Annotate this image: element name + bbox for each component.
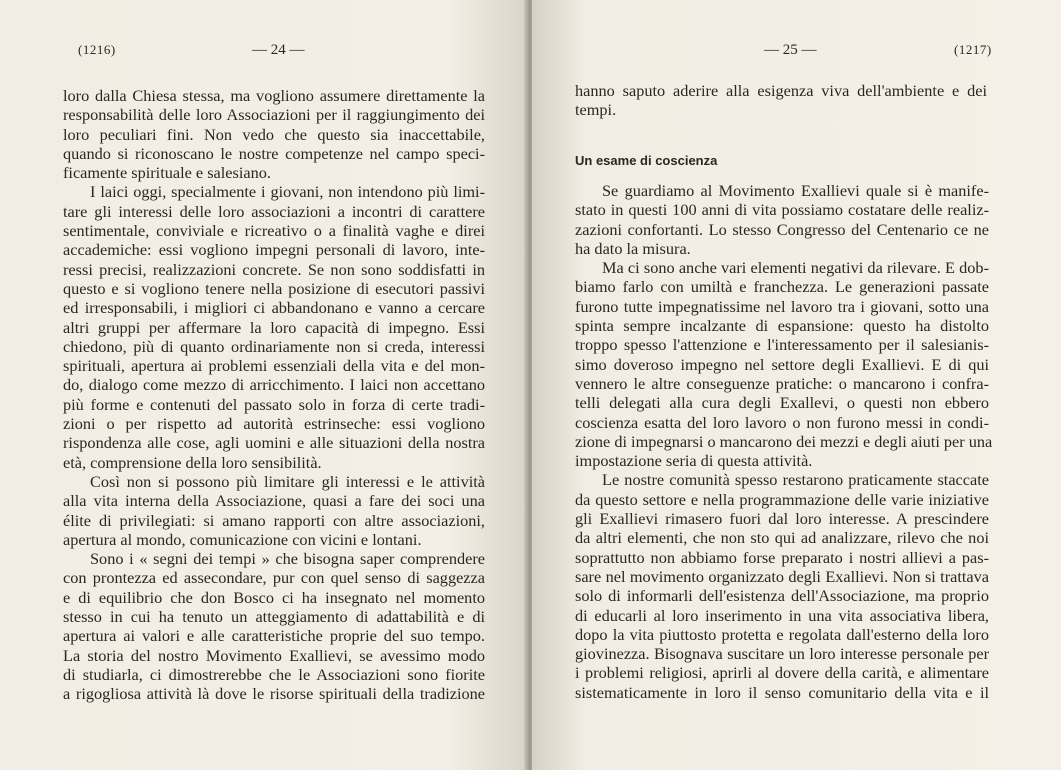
text-line: con prontezza ed assecondare, pur con quel senso di saggezza xyxy=(63,568,485,588)
text-line: giovinezza. Bisognava suscitare un loro interesse personale per xyxy=(575,644,989,664)
section-heading: Un esame di coscienza xyxy=(575,153,718,168)
text-line: hanno saputo aderire alla esigenza viva dell'ambiente e dei xyxy=(575,81,987,100)
text-line: zione di impegnarsi o mancarono dei mezzi e degli aiuti per una xyxy=(575,431,993,451)
text-line: ed irresponsabili, i migliori ci abbandonano e vanno a cercare xyxy=(63,298,485,318)
text-line: Così non si possono più limitare gli interessi e le attività xyxy=(90,471,485,491)
right-page xyxy=(532,0,1061,770)
text-line: da altri elementi, che non sto qui ad analizzare, rilevo che noi xyxy=(575,528,989,548)
text-line: Sono i « segni dei tempi » che bisogna saper comprendere xyxy=(90,549,485,569)
text-line: altri gruppi per affermare la loro capacità di impegno. Essi xyxy=(63,317,485,337)
text-line: Ma ci sono anche vari elementi negativi da rilevare. E dob- xyxy=(602,258,989,278)
text-line: troppo spesso l'attenzione e l'interessamento per il salesianis- xyxy=(575,335,989,355)
text-line: sare nel movimento organizzato degli Exallievi. Non si trattava xyxy=(575,566,989,586)
left-page xyxy=(0,0,528,770)
text-line: responsabilità delle loro Associazioni per il raggiungimento dei xyxy=(63,105,485,125)
text-line: Le nostre comunità spesso restarono praticamente staccate xyxy=(602,470,989,490)
left-body-text xyxy=(63,86,485,704)
text-line: quando si riconoscano le nostre competenze nel campo speci- xyxy=(63,143,485,163)
text-line: zazioni confortanti. Lo stesso Congresso del Centenario ce ne xyxy=(575,219,989,239)
text-line: più forme e contenuti del passato solo in forza di certe tradi- xyxy=(63,394,485,414)
text-line: chiedono, più di quanto ordinariamente non si creda, interessi xyxy=(63,336,485,356)
text-line: tempi. xyxy=(575,100,617,120)
text-line: loro peculiari fini. Non vedo che questo sia inaccettabile, xyxy=(63,124,485,144)
text-line: sistematicamente in loro il senso comunitario della vita e il xyxy=(575,682,989,702)
text-line: impostazione seria di questa attività. xyxy=(575,451,813,471)
right-catalog-number: (1217) xyxy=(954,42,992,57)
text-line: sentimentale, conviviale e ricreativo o a finalità vaghe e direi xyxy=(63,221,485,241)
text-line: di educarli al loro inserimento in una vita associativa libera, xyxy=(575,605,989,625)
text-line: e di equilibrio che don Bosco ci ha insegnato nel momento xyxy=(63,587,485,607)
text-line: soprattutto non abbiamo forse preparato i nostri allievi a pas- xyxy=(575,547,989,567)
text-line: I laici oggi, specialmente i giovani, non intendono più limi- xyxy=(90,182,485,202)
text-line: La storia del nostro Movimento Exallievi, se avessimo modo xyxy=(63,645,485,665)
text-line: a rigogliosa attività là dove le risorse spirituali della tradizione xyxy=(63,684,485,704)
text-line: spinta sempre incalzante di espansione: questo ha distolto xyxy=(575,316,989,336)
text-line: coscienza esatta del loro lavoro o non furono messi in condi- xyxy=(575,412,989,432)
text-line: telli delegati alla cura degli Exallevi, o questi non ebbero xyxy=(575,393,989,413)
left-catalog-number: (1216) xyxy=(78,42,116,57)
text-line: furono tutte impegnatissime nel lavoro tra i giovani, sotto una xyxy=(575,296,989,316)
text-line: ha dato la misura. xyxy=(575,238,691,258)
text-line: dopo la vita piuttosto protetta e regolata dall'esterno della loro xyxy=(575,624,989,644)
text-line: zioni o per rispetto ad autorità estrinseche: essi vogliono xyxy=(63,414,485,434)
right-intro-text xyxy=(575,81,987,120)
text-line: rispondenza alle cose, agli uomini e alle situazioni della nostra xyxy=(63,433,485,453)
text-line: élite di privilegiati: si amano rapporti con altre associazioni, xyxy=(63,510,485,530)
text-line: di studiarla, ci dimostrerebbe che le Associazioni sono fiorite xyxy=(63,664,485,684)
text-line: alla vita interna della Associazione, quasi a fare dei soci una xyxy=(63,491,485,511)
text-line: ficamente spirituale e salesiano. xyxy=(63,163,271,183)
text-line: biamo farlo con umiltà e franchezza. Le generazioni passate xyxy=(575,277,989,297)
text-line: solo di informarli dell'esistenza dell'Associazione, ma proprio xyxy=(575,586,989,606)
text-line: ressi precisi, realizzazioni concrete. Se non sono soddisfatti in xyxy=(63,259,485,279)
text-line: età, comprensione della loro sensibilità. xyxy=(63,452,322,472)
text-line: apertura al mondo, comunicazione con vicini e lontani. xyxy=(63,529,422,549)
text-line: spirituali, apertura ai problemi essenziali della vita e del mon- xyxy=(63,356,485,376)
text-line: stesso in cui ha tenuto un atteggiamento di adattabilità e di xyxy=(63,607,485,627)
text-line: i problemi religiosi, aprirli al dovere della carità, e alimentare xyxy=(575,663,989,683)
text-line: simo doveroso impegno nel settore degli Exallievi. E di qui xyxy=(575,354,989,374)
text-line: da questo settore e nella programmazione delle varie iniziative xyxy=(575,489,989,509)
text-line: stato in questi 100 anni di vita possiamo costatare delle realiz- xyxy=(575,200,989,220)
text-line: vennero le altre conseguenze pratiche: o mancarono i confra- xyxy=(575,373,989,393)
text-line: Se guardiamo al Movimento Exallievi quale si è manife- xyxy=(602,181,989,200)
left-page-number: — 24 — xyxy=(252,42,305,58)
right-page-number: — 25 — xyxy=(764,42,817,58)
text-line: questo e si vogliono tenere nella posizione di esecutori passivi xyxy=(63,278,485,298)
text-line: apertura ai valori e alle caratteristiche proprie del suo tempo. xyxy=(63,626,485,646)
text-line: loro dalla Chiesa stessa, ma vogliono assumere direttamente la xyxy=(63,86,485,105)
right-body-text xyxy=(575,181,993,702)
text-line: do, dialogo come mezzo di arricchimento. I laici non accettano xyxy=(63,375,485,395)
text-line: tare gli interessi delle loro associazioni a incontri di carattere xyxy=(63,201,485,221)
text-line: accademiche: essi vogliono impegni personali di lavoro, inte- xyxy=(63,240,485,260)
text-line: gli Exallievi rimasero fuori dal loro interesse. A prescindere xyxy=(575,509,989,529)
